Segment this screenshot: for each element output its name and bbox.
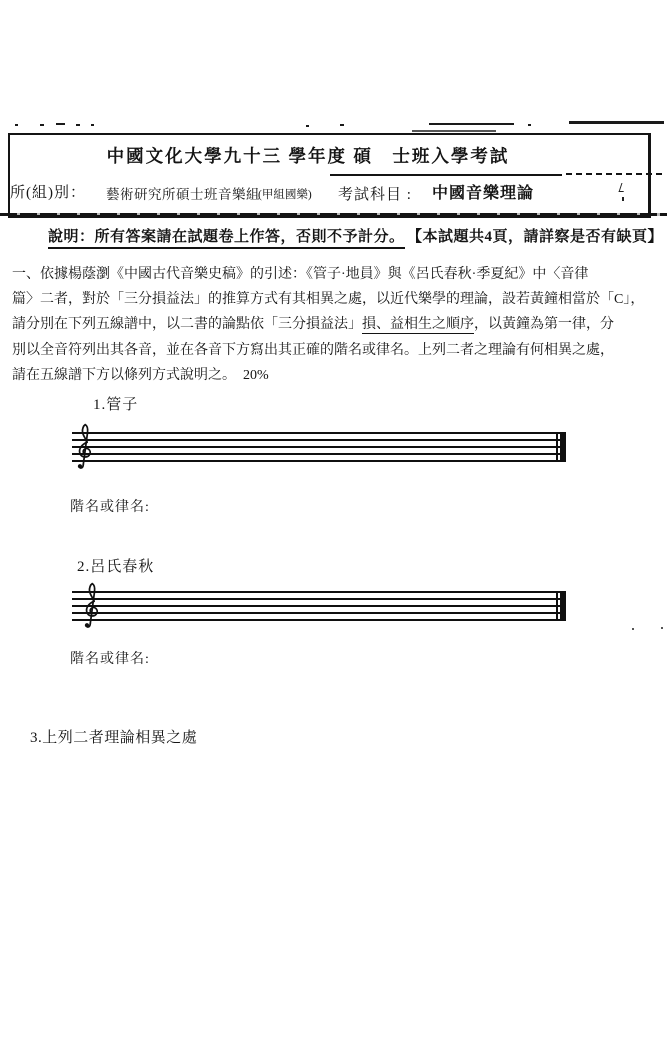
department-value: 藝術研究所碩士班音樂組 <box>106 187 260 202</box>
question-1-line-4: 別以全音符列出其各音，並在各音下方寫出其正確的階名或律名。上列二者之理論有何相異之處， <box>12 342 614 358</box>
page-count-note: 【本試題共4頁，請詳察是否有缺頁】 <box>407 229 664 245</box>
scan-speck <box>76 124 80 126</box>
staff-1-final-barline-thin <box>556 432 558 462</box>
answer-instructions: 說明：所有答案請在試題卷上作答，否則不予計分。 <box>48 225 405 249</box>
box-bottom-rule <box>0 213 667 216</box>
staff-1-final-barline-thick <box>560 432 566 462</box>
scan-speck <box>412 130 496 132</box>
scan-speck <box>632 628 634 630</box>
staff-2-line <box>72 619 566 621</box>
scan-speck <box>661 627 663 629</box>
scan-speck <box>40 124 44 126</box>
title-underline-dashed <box>566 173 662 175</box>
question-1-text <box>12 262 664 388</box>
underlined-phrase: 損、益相生之順序 <box>362 317 474 333</box>
question-1-line-3: 請分別在下列五線譜中，以二書的論點依「三分損益法」損、益相生之順序，以黃鐘為第一律，分 <box>12 317 614 333</box>
scan-speck <box>15 124 18 126</box>
scan-speck <box>528 124 531 126</box>
staff-2-line <box>72 598 566 600</box>
subject-value: 中國音樂理論 <box>432 185 535 202</box>
department-group-note: (甲組國樂) <box>258 189 312 201</box>
staff-1-line <box>72 432 566 434</box>
question-1-line-1: 一、依據楊蔭瀏《中國古代音樂史稿》的引述：《管子·地員》與《呂氏春秋·季夏紀》中〈音律 <box>12 267 589 282</box>
treble-clef-icon <box>72 421 95 472</box>
staff-2-line <box>72 605 566 607</box>
staff-2-final-barline-thick <box>560 591 566 621</box>
staff-2-label: 2.呂氏春秋 <box>77 559 155 575</box>
scan-speck <box>429 123 514 125</box>
scan-dot-mark <box>622 197 624 201</box>
scan-speck <box>306 125 309 127</box>
department-label: 所(組)別： <box>10 185 86 201</box>
staff-1-label: 1.管子 <box>93 397 139 413</box>
staff-1-caption: 階名或律名: <box>70 500 150 515</box>
question-3-text: 3.上列二者理論相異之處 <box>30 730 198 746</box>
scan-speck <box>340 124 344 126</box>
staff-1-line <box>72 446 566 448</box>
staff-2-line <box>72 591 566 593</box>
scan-speck <box>91 124 94 126</box>
title-underline <box>330 174 562 176</box>
staff-1-line <box>72 460 566 462</box>
exam-title: 中國文化大學九十三 學年度 碩 士班入學考試 <box>106 146 510 166</box>
staff-1-line <box>72 439 566 441</box>
scan-speck <box>56 123 65 125</box>
treble-clef-icon <box>79 580 102 631</box>
staff-1-line <box>72 453 566 455</box>
staff-2-line <box>72 612 566 614</box>
staff-2-final-barline-thin <box>556 591 558 621</box>
question-1-line-5: 請在五線譜下方以條列方式說明之。 20% <box>12 367 269 383</box>
staff-2-caption: 階名或律名: <box>70 652 150 667</box>
question-1-line-2: 篇〉二者，對於「三分損益法」的推算方式有其相異之處，以近代樂學的理論，設若黃鐘相當於「C」， <box>12 292 645 308</box>
scan-speck <box>569 121 664 124</box>
subject-label: 考試科目 : <box>338 187 412 203</box>
